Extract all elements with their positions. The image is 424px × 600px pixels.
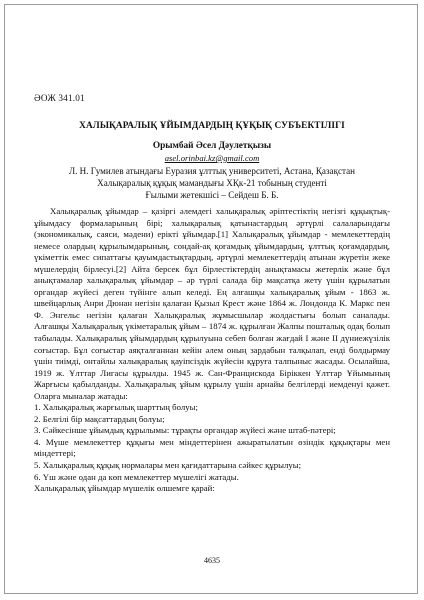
list-item: 1. Халықаралық жарғылық шарттың болуы; — [34, 402, 198, 413]
list-item: 2. Белгілі бір мақсаттардың болуы; — [34, 413, 165, 424]
author-email: asel.orinbai.kz@gmail.com — [164, 153, 260, 163]
list-item: 4. Мүше мемлекеттер құқығы мен міндеттерінен ажыратылатын өзіндік құқықтары мен міндеттері; — [34, 436, 390, 459]
article-title: ХАЛЫҚАРАЛЫҚ ҰЙЫМДАРДЫҢ ҚҰҚЫҚ СУБЪЕКТІЛІГІ — [79, 121, 345, 131]
article-body — [34, 206, 390, 495]
body-closing-line: Халықаралық ұйымдар мүшелік өлшемге қарай: — [34, 483, 215, 494]
page-number: 4635 — [204, 556, 220, 565]
author-name: Орымбай Әсел Дәулетқызы — [152, 141, 272, 151]
list-item: 3. Сәйкесінше ұйымдық құрылымы: тұрақты органдар жүйесі және штаб-пәтері; — [34, 425, 336, 436]
affiliation-supervisor: Ғылыми жетекшісі – Сейдеш Б. Б. — [145, 190, 279, 200]
list-item: 6. Үш және одан да көп мемлекеттер мүшелігі жатады. — [34, 471, 239, 482]
list-item: 5. Халықаралық құқық нормалары мен қағидаттарына сәйкес құрылуы; — [34, 460, 302, 471]
udc-code: ӘОЖ 341.01 — [34, 93, 85, 103]
affiliation-university: Л. Н. Гумилев атындағы Еуразия ұлттық университеті, Астана, Қазақстан — [68, 166, 356, 176]
body-paragraph: Халықаралық ұйымдар – қазіргі әлемдегі халықаралық әріптестіктің негізгі құқықтық-ұйымдасу формаларының бірі; халықаралық қатынастардың әртүрлі салаларындағы (экономикалық, саяси, мәдени) ерікті ұйымдар.[1] Халықаралық ұйымдар - мемлекеттердің немесе олардың құрылымдарының, сондай-ақ қоғамдық ұйымдардың, ұлттық қоғамдардың, үкіметтік емес сипаттағы қауымдастықтардың, әртүрлі мемлекеттердің атынан жүретін жеке мүшелердің бірлесуі.[2] Айта берсек бұл бірлестіктердің анықтамасы жетерлік және бұл анықтамалар халықаралық ұйымдар – әр түрлі салада бір мақсатқа жету үшін құрылатын органдар жүйесі деген түйінге алып келеді. Ең алғашқы халықаралық ұйым - 1863 ж. швейцарлық Анри Дюнан негізін қалаған Қызыл Крест және 1864 ж. Лондонда К. Маркс пен Ф. Энгельс негізін қалаған Халықаралық жұмысшылар жолдастығы болып саналады. Алғашқы Халықаралық үкіметаралық ұйым – 1874 ж. құрылған Жалпы пошталық одақ болып табылады. Халықаралық ұйымдардың құрылуына себеп болған жағдай І және ІІ дүниежүзілік соғыстар. Бұл соғыстар аяқталғаннан кейін әлем оның зардабын талқылап, енді болдырмау үшін тиімді, онтайлы халықаралық қауіпсіздік жүйесін құруға талпыныс жасады. Осылайша, 1919 ж. Ұлттар Лигасы құрылды. 1945 ж. Сан-Францискода Біріккен Ұлттар Ұйымының Жарғысы қабылданды. Халықаралық ұйым құрылу үшін арнайы белгілерді иемденуі қажет. Оларға мыналар жатады: — [34, 206, 390, 401]
affiliation-student: Халықаралық құқық мамандығы ХҚк-21 тобының студенті — [97, 178, 327, 188]
